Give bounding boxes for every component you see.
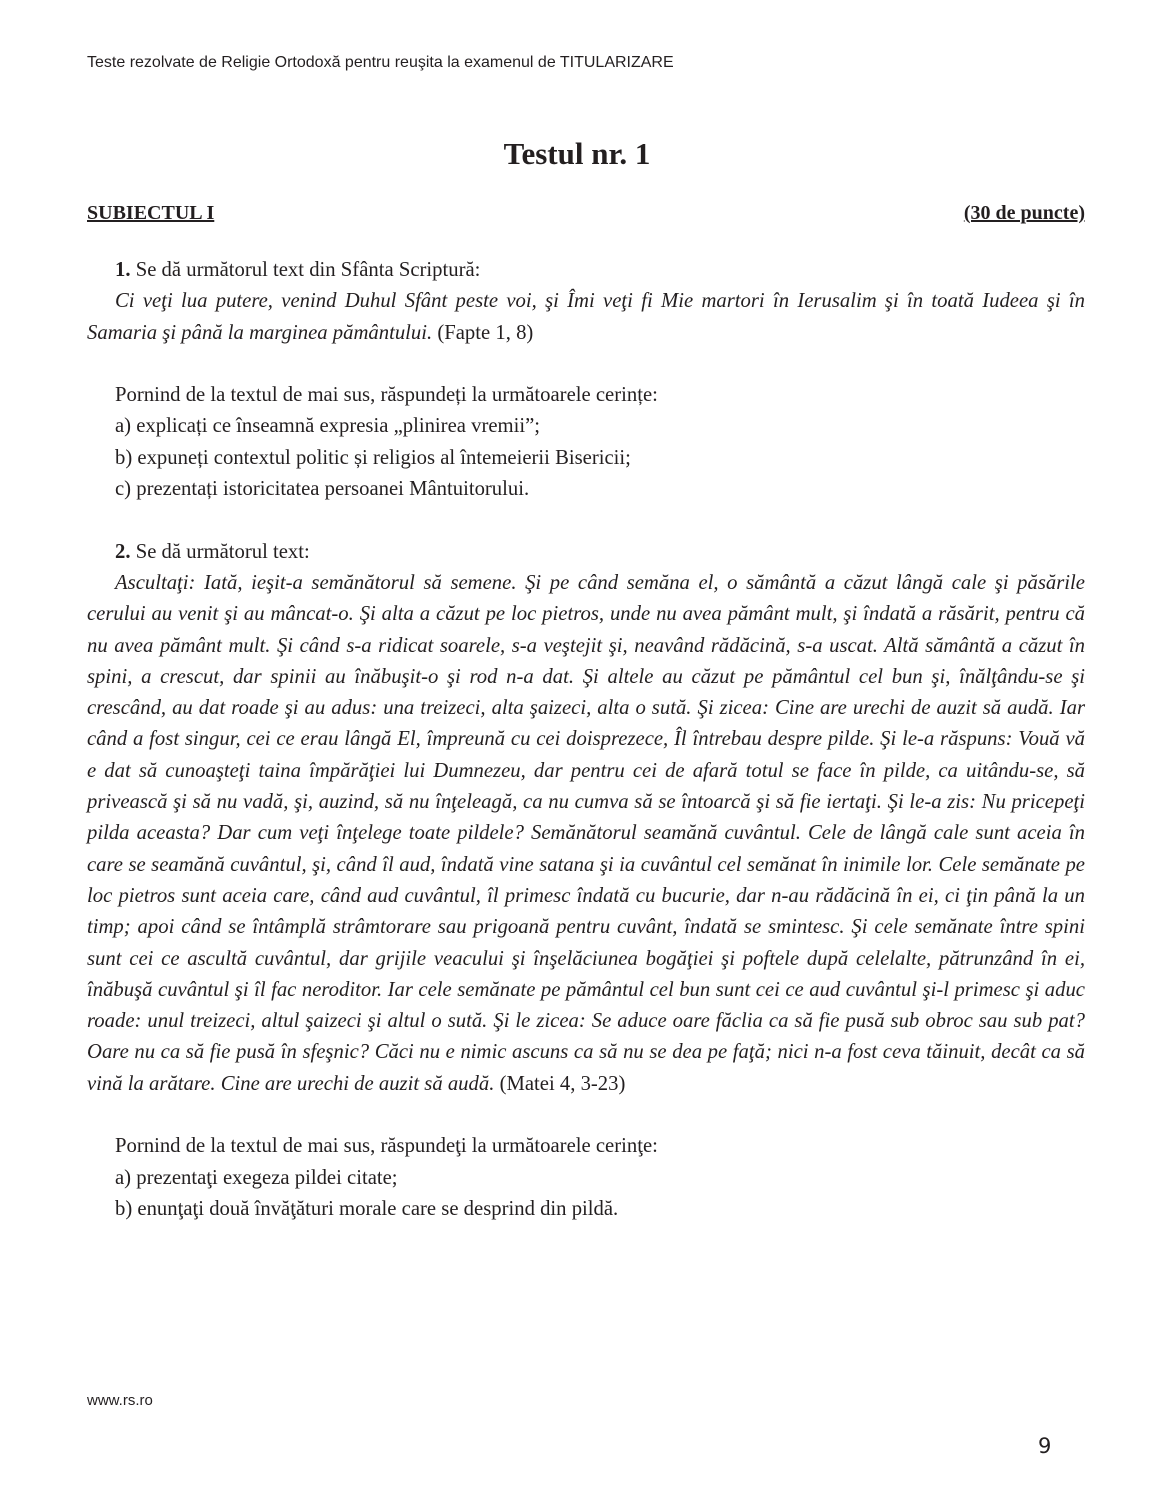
item1-task-c: c) prezentați istoricitatea persoanei Mântuitorului.	[115, 478, 530, 501]
item2-prompt	[87, 537, 1085, 568]
item1-task-b: b) expuneți contextul politic și religios al întemeierii Bisericii;	[115, 446, 631, 469]
item1-quote-text: Ci veţi lua putere, venind Duhul Sfânt peste voi, şi Îmi veţi fi Mie martori în Ierusalim şi în toată Iudeea şi în Samaria şi până la marginea pământului.	[87, 290, 1085, 344]
item2-intro: Se dă următorul text:	[130, 540, 310, 563]
subject-label: SUBIECTUL I	[87, 202, 215, 224]
item2-reference: (Matei 4, 3-23)	[494, 1072, 626, 1095]
item1-reference: (Fapte 1, 8)	[432, 321, 534, 344]
item2-instructions: Pornind de la textul de mai sus, răspundeţi la următoarele cerinţe:	[115, 1135, 658, 1158]
page-number: 9	[1038, 1434, 1052, 1458]
item1-prompt	[87, 255, 1085, 286]
page-title: Testul nr. 1	[503, 136, 651, 171]
running-header: Teste rezolvate de Religie Ortodoxă pentru reuşita la examenul de TITULARIZARE	[87, 54, 674, 71]
subject-points: (30 de puncte)	[963, 202, 1085, 224]
item2-quote	[87, 568, 1085, 1100]
item1-intro: Se dă următorul text din Sfânta Scriptură:	[130, 259, 481, 281]
item2-quote-text: Ascultaţi: Iată, ieşit-a semănătorul să semene. Şi pe când semăna el, o sământă a căzut lângă cale şi păsările cerului au venit şi au mâncat-o. Şi alta a căzut pe loc pietros, unde nu avea pământ mult, şi îndată a răsărit, pentru că nu avea pământ mult. Şi când s-a ridicat soarele, s-a veştejit şi, neavând rădăcină, s-a uscat. Altă sământă a căzut în spini, a crescut, dar spinii au înăbuşit-o şi rod n-a dat. Şi altele au căzut pe pământul cel bun şi, înălţându-se şi crescând, au dat roade şi au adus: una treizeci, alta şaizeci, alta o sută. Şi zicea: Cine are urechi de auzit să audă. Iar când a fost singur, cei ce erau lângă El, împreună cu cei doisprezece, Îl întrebau despre pilde. Şi le-a răspuns: Vouă vă e dat să cunoaşteţi taina împărăţiei lui Dumnezeu, dar pentru cei de afară totul se face în pilde, ca uitându-se, să privească şi să nu vadă, şi, auzind, să nu înţeleagă, ca nu cumva să se întoarcă şi să fie iertaţi. Şi le-a zis: Nu pricepeţi pilda aceasta? Dar cum veţi înţelege toate pildele? Semănătorul seamănă cuvântul. Cele de lângă cale sunt aceia în care se seamănă cuvântul, şi, când îl aud, îndată vine satana şi ia cuvântul cel semănat în inimile lor. Cele semănate pe loc pietros sunt aceia care, când aud cuvântul, îl primesc îndată cu bucurie, dar n-au rădăcină în ei, ci ţin până la un timp; apoi când se întâmplă strâmtorare sau prigoană pentru cuvânt, îndată se smintesc. Şi cele semănate între spini sunt cei ce ascultă cuvântul, dar grijile veacului şi înşelăciunea bogăţiei şi poftele după celelalte, pătrunzând în ei, înăbuşă cuvântul şi îl fac neroditor. Iar cele semănate pe pământul cel bun sunt cei ce aud cuvântul şi-l primesc şi aduc roade: unul treizeci, altul şaizeci şi altul o sută. Şi le zicea: Se aduce oare făclia ca să fie pusă sub obroc sau sub pat? Oare nu ca să fie pusă în sfeşnic? Căci nu e nimic ascuns ca să nu se dea pe faţă; nici n-a fost ceva tăinuit, decât ca să vină la arătare. Cine are urechi de auzit să audă.	[87, 571, 1085, 1095]
item1-quote	[87, 286, 1085, 349]
footer-url: www.rs.ro	[87, 1392, 153, 1409]
item1-number: 1.	[115, 259, 131, 281]
item1-task-a: a) explicați ce înseamnă expresia „plinirea vremii”;	[115, 415, 541, 438]
item1-instructions: Pornind de la textul de mai sus, răspundeți la următoarele cerințe:	[115, 384, 658, 407]
item2-number: 2.	[115, 540, 131, 563]
subject-heading	[87, 202, 1085, 225]
item2-task-b: b) enunţaţi două învăţături morale care se desprind din pildă.	[115, 1197, 619, 1220]
exam-content	[87, 255, 1085, 1225]
item2-task-a: a) prezentaţi exegeza pildei citate;	[115, 1166, 398, 1189]
